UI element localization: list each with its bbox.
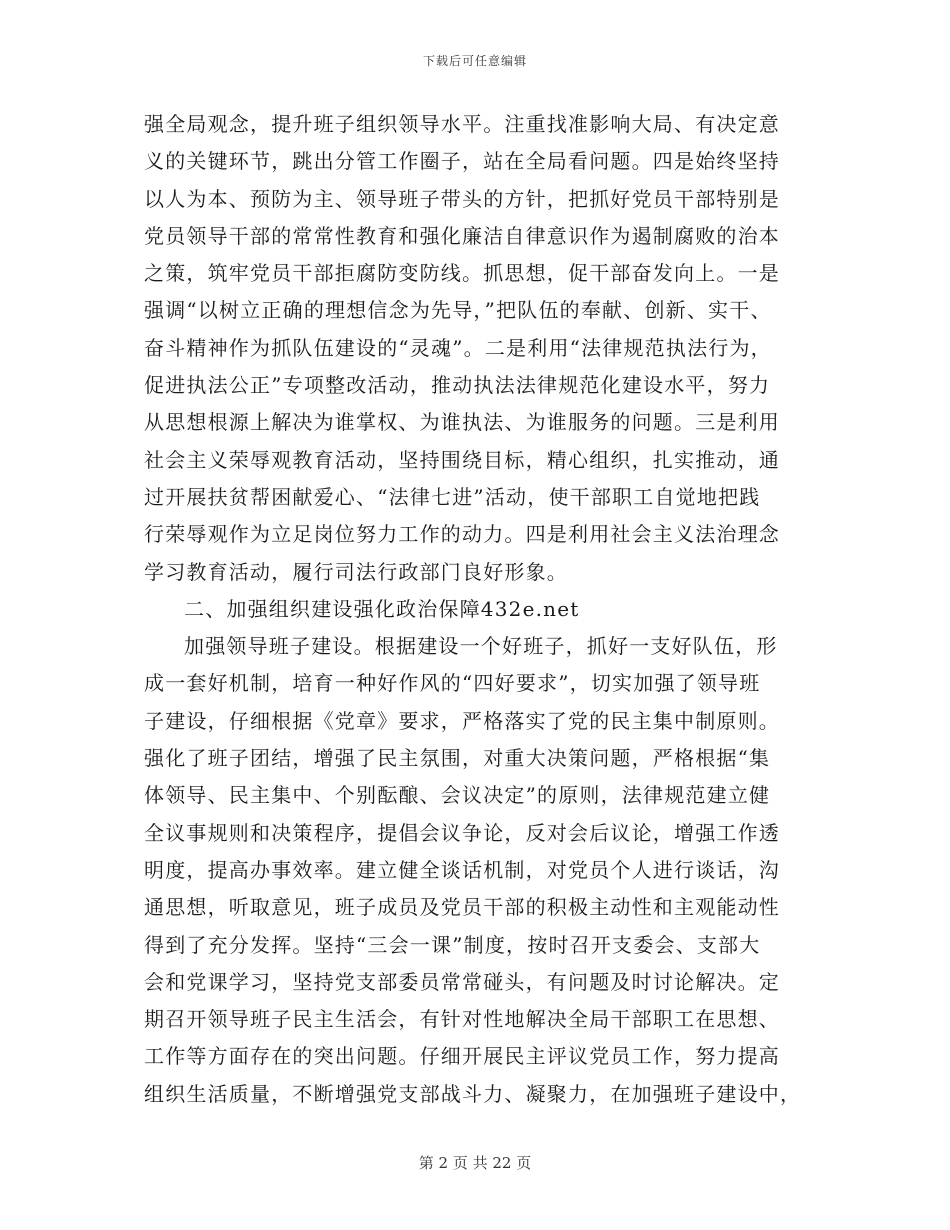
text-line: 成一套好机制，培育一种好作风的“四好要求”，切实加强了领导班 — [144, 671, 761, 696]
text-line: 强全局观念，提升班子组织领导水平。注重找准影响大局、有决定意 — [144, 112, 780, 136]
text-line: 学习教育活动，履行司法行政部门良好形象。 — [144, 559, 568, 584]
text-line: 社会主义荣辱观教育活动，坚持围绕目标，精心组织，扎实推动，通 — [144, 447, 780, 472]
text-line: 过开展扶贫帮困献爱心、“法律七进”活动，使干部职工自觉地把践 — [144, 484, 761, 509]
text-line: 从思想根源上解决为谁掌权、为谁执法、为谁服务的问题。三是利用 — [144, 410, 780, 435]
text-line: 强调“以树立正确的理想信念为先导，”把队伍的奉献、创新、实干、 — [144, 298, 772, 323]
text-line: 会和党课学习，坚持党支部委员常常碰头，有问题及时讨论解决。定 — [144, 969, 780, 994]
text-line: 体领导、民主集中、个别酝酿、会议决定”的原则，法律规范建立健 — [144, 783, 771, 808]
text-line: 党员领导干部的常常性教育和强化廉洁自律意识作为遏制腐败的治本 — [144, 223, 780, 248]
text-line: 之策，筑牢党员干部拒腐防变防线。抓思想，促干部奋发向上。一是 — [144, 261, 780, 286]
document-body — [144, 106, 808, 1113]
text-line: 得到了充分发挥。坚持“三会一课”制度，按时召开支委会、支部大 — [144, 932, 761, 957]
paragraph-first-line: 加强领导班子建设。根据建设一个好班子，抓好一支好队伍，形 — [184, 634, 778, 659]
text-line: 义的关键环节，跳出分管工作圈子，站在全局看问题。四是始终坚持 — [144, 149, 780, 174]
text-line: 以人为本、预防为主、领导班子带头的方针，把抓好党员干部特别是 — [144, 186, 780, 211]
page-header-note: 下载后可任意编辑 — [422, 54, 527, 68]
text-line: 工作等方面存在的突出问题。仔细开展民主评议党员工作，努力提高 — [144, 1044, 780, 1069]
text-line: 奋斗精神作为抓队伍建设的“灵魂”。二是利用“法律规范执法行为， — [144, 335, 772, 360]
text-line: 期召开领导班子民主生活会，有针对性地解决全局干部职工在思想、 — [144, 1007, 780, 1032]
text-line: 促进执法公正”专项整改活动，推动执法法律规范化建设水平，努力 — [144, 373, 771, 398]
page-number-footer: 第 2 页 共 22 页 — [418, 1154, 532, 1172]
text-line: 子建设，仔细根据《党章》要求，严格落实了党的民主集中制原则。 — [144, 708, 780, 733]
text-line: 强化了班子团结，增强了民主氛围，对重大决策问题，严格根据“集 — [144, 746, 771, 771]
text-line: 全议事规则和决策程序，提倡会议争论，反对会后议论，增强工作透 — [144, 820, 780, 845]
text-line: 组织生活质量，不断增强党支部战斗力、凝聚力，在加强班子建设中， — [144, 1081, 802, 1106]
text-line: 行荣辱观作为立足岗位努力工作的动力。四是利用社会主义法治理念 — [144, 522, 780, 547]
text-line: 明度，提高办事效率。建立健全谈话机制，对党员个人进行谈话，沟 — [144, 857, 780, 882]
text-line: 通思想，听取意见，班子成员及党员干部的积极主动性和主观能动性 — [144, 895, 780, 920]
section-heading: 二、加强组织建设强化政治保障432e.net — [184, 596, 580, 621]
